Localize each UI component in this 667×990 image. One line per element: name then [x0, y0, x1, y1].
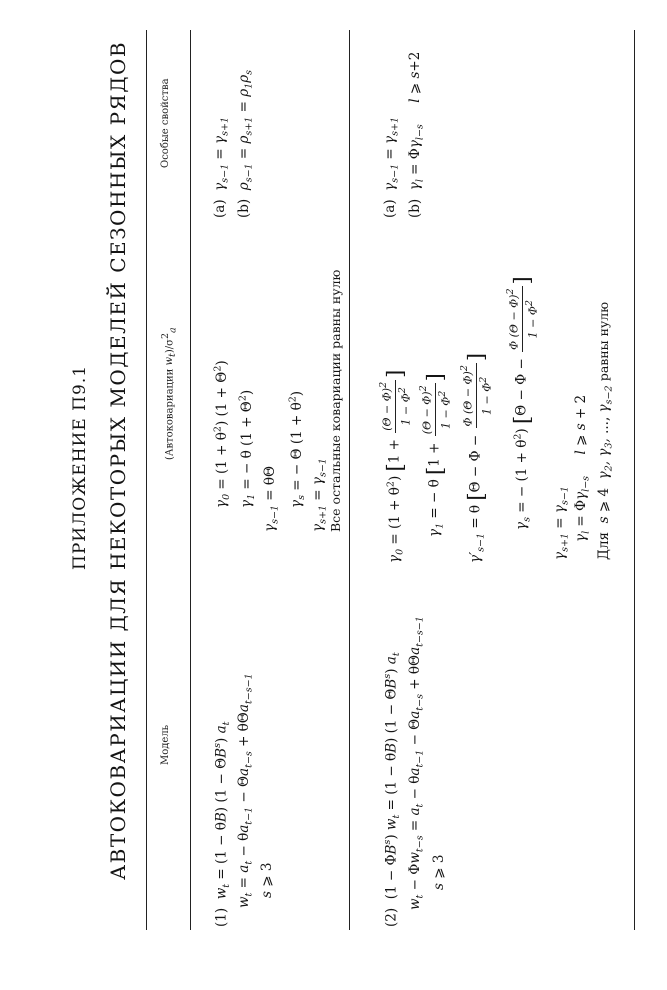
row1-gamma-s-plus-1: $\gamma_{s+1} = \gamma_{s-1}$ [310, 458, 329, 532]
row2-gamma1: $\gamma_1$ = − θ [1 + $(\Theta - \Phi)^2$ $1 - \Phi^2$ ] [418, 373, 453, 537]
row1-model-eq3: s ⩾ 3 [259, 862, 275, 898]
row2-gamma-s: $\gamma_s$ = − $(1 + \theta^2)$ [Θ − Φ − Φ $(\Theta - \Phi)^2$ $1 - \Phi^2$ ] [505, 276, 540, 530]
row1-model-eq2: $w_t = a_t - \theta a_{t-1} - \Theta a_{t-s} + \theta\Theta a_{t-s-1}$ [236, 673, 255, 908]
row2-zero-note-text: равны нулю [596, 301, 611, 382]
page-title: АВТОКОВАРИАЦИИ ДЛЯ НЕКОТОРЫХ МОДЕЛЕЙ СЕЗОННЫХ РЯДОВ [106, 40, 130, 880]
row1-prop-a: (a) $\gamma_{s-1} = \gamma_{s+1}$ [212, 116, 231, 218]
header-rule [190, 30, 191, 930]
header-properties: Особые свойства [160, 78, 171, 168]
header-autocovariances: (Автоковариации $w_t)/\sigma^2_a$ [160, 327, 179, 460]
row-separator-rule [349, 30, 350, 930]
row1-gamma-s-minus-1: $\gamma_{s-1} = \theta\Theta$ [262, 465, 281, 532]
row1-zero-note: Все остальные ковариации равны нулю [328, 269, 343, 532]
appendix-caption: ПРИЛОЖЕНИЕ П9.1 [70, 364, 90, 570]
row1-gamma-s: $\gamma_s$ = − Θ $(1 + \theta^2)$ [287, 390, 308, 508]
row2-model-eq3: s ⩾ 3 [431, 854, 447, 890]
row2-gamma0: $\gamma_0 = (1 + \theta^2) [1$ + $(\Theta - \Phi)^2$ $1 - \Phi^2$ ] [378, 369, 413, 563]
row2-model-eq1: (2) $(1 - \Phi B^s)$ $w_t = (1 - \theta B) (1 - \Theta B^s)$ $a_t$ [382, 652, 403, 927]
row2-prop-a: (a) $\gamma_{s-1} = \gamma_{s+1}$ [382, 116, 401, 218]
row2-model-eq2: $w_t - \Phi w_{t-s} = a_t - \theta a_{t-1} - \Theta a_{t-s} + \theta\Theta a_{t-s-1}$ [407, 616, 426, 910]
row2-prop-b: (b) $\gamma_l = \Phi\gamma_{l-s}$ l ⩾ s+2 [407, 51, 426, 218]
row1-model-eq1: (1) $w_t = (1 - \theta B) (1 - \Theta B^s)$ $a_t$ [212, 721, 233, 927]
row1-gamma1: $\gamma_1$ = − θ $(1 + \Theta^2)$ [237, 389, 258, 508]
row1-gamma0: $\gamma_0 = (1 + \theta^2) (1 + \Theta^2)$ [212, 360, 233, 508]
row2-zero-note: Для s ⩾ 4 $\gamma_2$, $\gamma_3$, ..., $\gamma_{s-2}$ равны нулю [596, 301, 615, 560]
row2-gamma-l: $\gamma_l = \Phi\gamma_{l-s}$ l ⩾ s + 2 [573, 394, 592, 542]
bottom-rule [634, 30, 635, 930]
row1-prop-b: (b) $\rho_{s-1} = \rho_{s+1} = \rho_1\rho_s$ [236, 69, 255, 218]
row2-gamma-s-minus-1: $\gamma'_{s-1} = \theta$ [Θ − Φ − Φ $(\Theta - \Phi)^2$ $1 - \Phi^2$ ] [459, 352, 494, 563]
top-rule [146, 30, 147, 930]
header-model: Модель [160, 724, 171, 765]
row2-gamma-s-plus-1: $\gamma_{s+1} = \gamma_{s-1}$ [552, 486, 571, 560]
